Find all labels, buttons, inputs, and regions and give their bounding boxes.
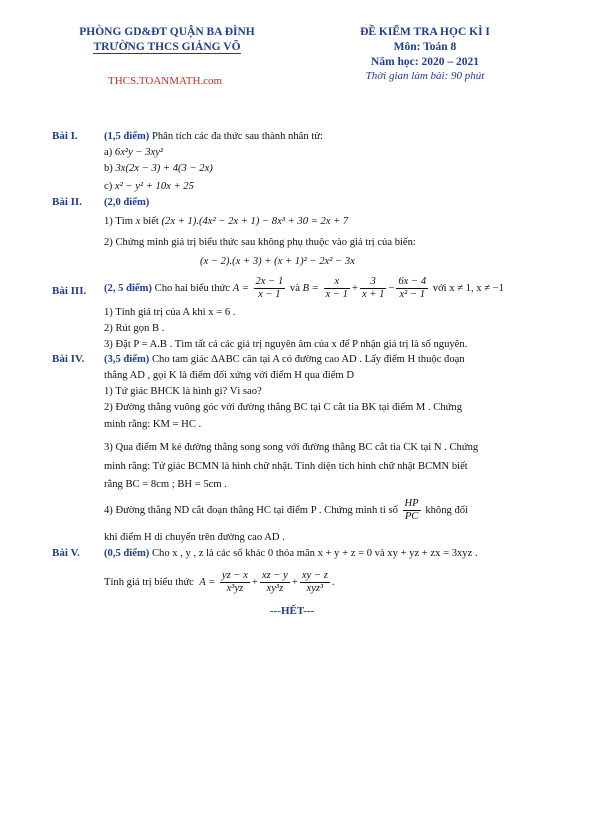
exam-year: Năm học: 2020 – 2021 — [371, 56, 479, 68]
problem-2-q1: 1) Tìm x biết (2x + 1).(4x² − 2x + 1) − 8x³ + 30 = 2x + 7 — [104, 216, 349, 227]
problem-3-q1: 1) Tính giá trị của A khi x = 6 . — [104, 307, 236, 318]
problem-3-q3: 3) Đặt P = A.B . Tìm tất cả các giá trị nguyên âm của x để P nhận giá trị là số nguyên. — [104, 339, 468, 350]
site-link[interactable]: THCS.TOANMATH.com — [108, 75, 223, 87]
exam-time: Thời gian làm bài: 90 phút — [365, 70, 485, 82]
problem-4-line4: 2) Đường thẳng vuông góc với đường thẳng BC tại C cắt tia BK tại điểm M . Chứng — [104, 402, 462, 413]
end-marker: ---HẾT--- — [270, 605, 315, 617]
problem-4-line6: 3) Qua điểm M kẻ đường thẳng song song với đường thẳng BC cắt tia CK tại N . Chứng — [104, 442, 479, 453]
problem-3-q2: 2) Rút gọn B . — [104, 323, 165, 334]
problem-4-line7: minh rằng: Tứ giác BCMN là hình chữ nhật. Tính diện tích hình chữ nhật BCMN biết — [104, 461, 468, 472]
problem-2-q2-expr: (x − 2).(x + 3) + (x + 1)² − 2x² − 3x — [200, 256, 355, 267]
exam-title: ĐỀ KIỂM TRA HỌC KÌ I — [360, 26, 490, 38]
problem-1a: a) 6x²y − 3xy² — [104, 147, 164, 158]
problem-1b: b) 3x(2x − 3) + 4(3 − 2x) — [104, 163, 213, 174]
problem-1c: c) x² − y² + 10x + 25 — [104, 181, 194, 192]
problem-2-points: (2,0 điểm) — [104, 197, 150, 208]
problem-2-q2: 2) Chứng minh giá trị biểu thức sau không phụ thuộc vào giá trị của biến: — [104, 237, 416, 248]
problem-4-line5: minh rằng: KM = HC . — [104, 419, 202, 430]
problem-4-line9: 4) Đường thẳng ND cắt đoạn thẳng HC tại điểm P . Chứng minh tỉ số $\frac{HP}{PC}$ không đổi — [104, 498, 468, 522]
department-name: PHÒNG GD&ĐT QUẬN BA ĐÌNH — [79, 26, 255, 38]
problem-1-label: Bài I. — [52, 130, 78, 142]
problem-5-line2: Tính giá trị biểu thức A = $\frac{yz - x}{\text{x³yz}}$ + $\frac{xz - y}{\text{xy³z}}$ + $\frac{xy - z}{\text{xyz³}}$ . — [104, 570, 335, 594]
exam-subject: Môn: Toán 8 — [393, 41, 457, 53]
problem-1-intro: (1,5 điểm) Phân tích các đa thức sau thành nhân tử: — [104, 131, 323, 142]
problem-4-label: Bài IV. — [52, 353, 85, 365]
problem-4-line3: 1) Tứ giác BHCK là hình gì? Vì sao? — [104, 386, 262, 397]
problem-2-label: Bài II. — [52, 196, 82, 208]
problem-3-label: Bài III. — [52, 285, 87, 297]
problem-4-line10: khi điểm H di chuyển trên đường cao AD . — [104, 532, 285, 543]
problem-5-line1: (0,5 điểm) Cho x , y , z là các số khác 0 thỏa mãn x + y + z = 0 và xy + yz + zx = 3xyz . — [104, 548, 478, 559]
problem-5-label: Bài V. — [52, 547, 80, 559]
problem-3-intro: (2, 5 điểm) Cho hai biểu thức A = $\frac{2x - 1}{x - 1}$ và B = $\frac{x}{x - 1}$ + $\frac{3}{x + 1}$ − $\frac{6x - 4}{\text{x² − 1}}$ với x ≠ 1, x ≠ −1 — [104, 276, 504, 300]
problem-4-line2: thẳng AD , gọi K là điểm đối xứng với điểm H qua điểm D — [104, 370, 354, 381]
problem-4-line8: rằng BC = 8cm ; BH = 5cm . — [104, 479, 227, 490]
school-name: TRƯỜNG THCS GIẢNG VÕ — [93, 41, 241, 53]
problem-4-line1: (3,5 điểm) Cho tam giác ΔABC cân tại A có đường cao AD . Lấy điểm H thuộc đoạn — [104, 354, 465, 365]
